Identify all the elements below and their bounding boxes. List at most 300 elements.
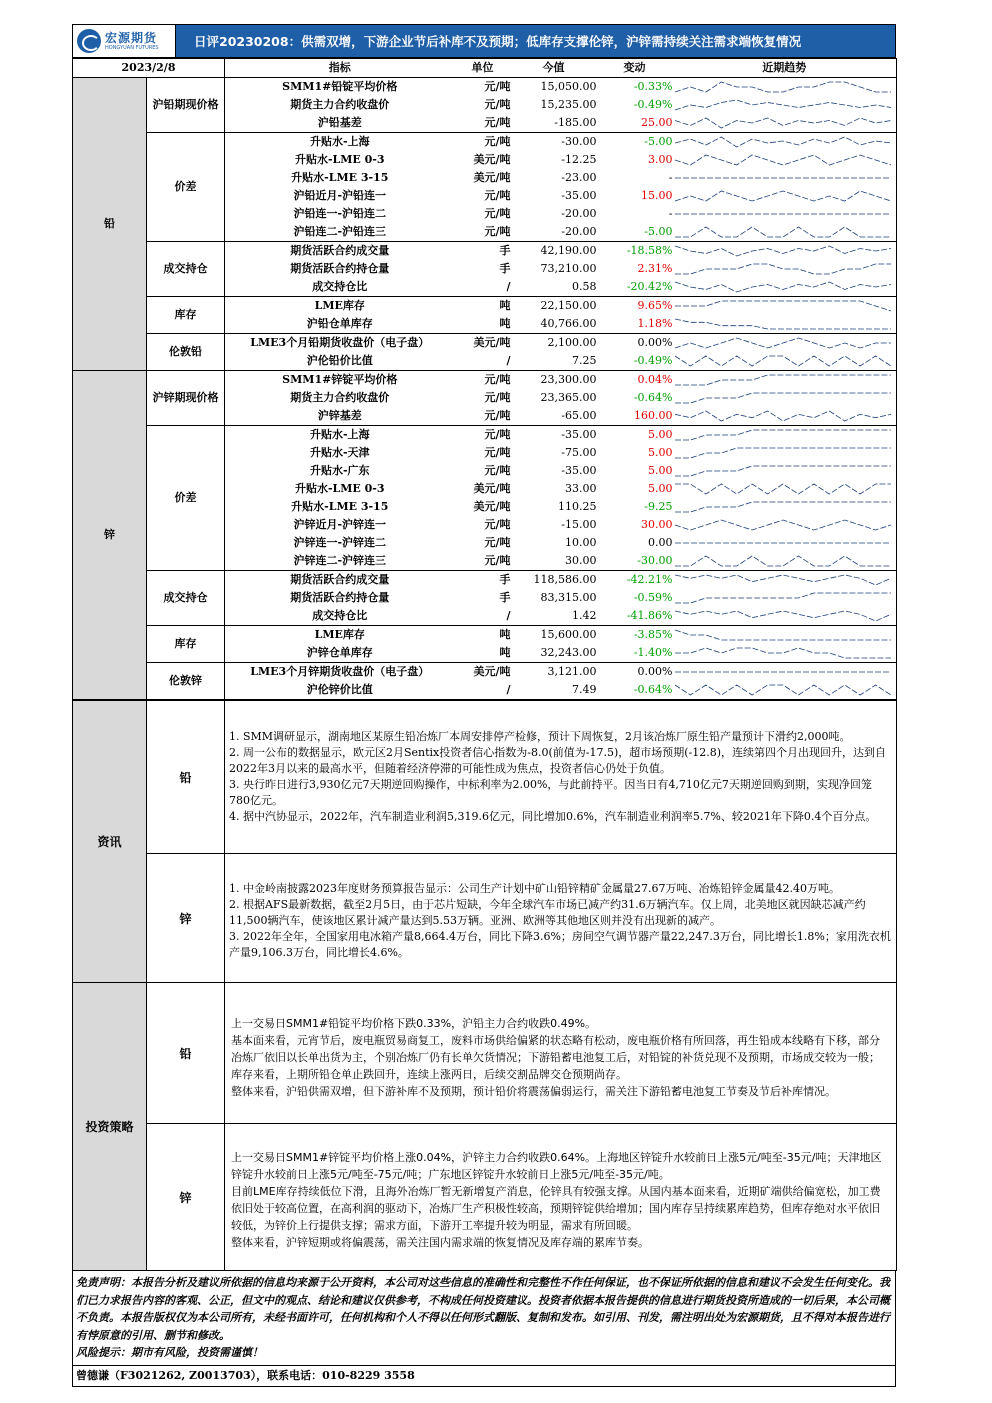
unit-cell: 吨 [455, 315, 511, 334]
indicator-label: 升贴水-LME 3-15 [291, 171, 389, 184]
unit-cell: 元/吨 [484, 80, 511, 93]
indicator-label: 期货活跃合约成交量 [290, 573, 390, 586]
col-indicator: 指标 [225, 59, 455, 78]
indicator-label: LME库存 [314, 628, 365, 641]
logo-text-en: HONGYUAN FUTURES [105, 44, 159, 51]
table-row [73, 426, 897, 445]
trend-sparkline [673, 133, 897, 152]
trend-sparkline [673, 462, 897, 480]
value-cell: 110.25 [558, 500, 597, 513]
change-cell: - [668, 171, 673, 184]
sparkline-svg [673, 372, 893, 388]
change-cell: -20.42% [597, 278, 673, 297]
value-cell: 23,365.00 [540, 391, 597, 404]
value-cell: 30.00 [511, 552, 597, 571]
paragraph: 基本面来看，元宵节后，废电瓶贸易商复工，废料市场供给偏紧的状态略有松动，废电瓶价格有所回落，再生铅成本线略有下移，部分冶炼厂依旧以长单出货为主，个别冶炼厂仍有长单欠货情况；下游铅蓄电池复工后，对铅锭的补货兑现不及预期，市场成交较为一般；库存来看，上期所铅仓单止跌回升，连续上涨两日，后续交割品牌交仓预期尚存。 [231, 1033, 880, 1081]
paragraph: 整体来看，沪铅供需双增，但下游补库不及预期，预计铅价将震荡偏弱运行，需关注下游铅蓄电池复工节奏及节后补库情况。 [231, 1084, 836, 1098]
trend-sparkline [673, 334, 897, 353]
sparkline-svg [673, 481, 893, 497]
value-cell: -35.00 [561, 464, 597, 477]
paragraph: 4. 据中汽协显示，2022年，汽车制造业利润5,319.6亿元，同比增加0.6%，汽车制造业利润率5.7%、较2021年下降0.4个百分点。 [229, 810, 877, 823]
sparkline-line [675, 556, 891, 566]
value-cell: 40,766.00 [511, 315, 597, 334]
sparkline-svg [673, 590, 893, 606]
unit-cell: 手 [499, 244, 511, 257]
table-row [73, 334, 897, 353]
news-table [72, 700, 897, 983]
sparkline-line [675, 393, 891, 403]
sparkline-line [675, 648, 891, 658]
unit-cell: 美元/吨 [473, 482, 511, 495]
report-page [72, 24, 896, 1387]
sparkline-line [675, 155, 891, 165]
sparkline-svg [673, 553, 893, 569]
table-row [73, 371, 897, 390]
change-cell: -0.49% [597, 352, 673, 371]
sparkline-svg [673, 608, 893, 624]
sparkline-svg [673, 115, 893, 131]
group-label: 成交持仓 [147, 571, 225, 626]
strategy-lead-label: 铅 [147, 983, 225, 1124]
indicator-label: 升贴水-LME 0-3 [294, 153, 385, 166]
value-cell: 32,243.00 [511, 644, 597, 663]
value-cell: 0.58 [511, 278, 597, 297]
unit-cell: 元/吨 [484, 428, 511, 441]
unit-cell: 元/吨 [455, 552, 511, 571]
change-cell: -0.64% [597, 681, 673, 700]
news-section-title: 资讯 [73, 701, 147, 983]
group-label: 沪铅期现价格 [147, 78, 225, 133]
group-label: 库存 [147, 626, 225, 663]
unit-cell: 美元/吨 [473, 500, 511, 513]
sparkline-line [675, 191, 891, 201]
table-row [73, 297, 897, 316]
trend-sparkline [673, 571, 897, 590]
value-cell: 2,100.00 [547, 336, 597, 349]
sparkline-svg [673, 79, 893, 95]
sparkline-line [675, 246, 891, 256]
sparkline-line [675, 430, 891, 440]
value-cell: -15.00 [561, 518, 597, 531]
change-cell: -1.40% [597, 644, 673, 663]
paragraph: 3. 央行昨日进行3,930亿元7天期逆回购操作，中标利率为2.00%，与此前持平。因当日有4,710亿元7天期逆回购到期，实现净回笼780亿元。 [229, 778, 872, 807]
news-lead-content [225, 701, 897, 854]
sparkline-svg [673, 682, 893, 698]
value-cell: -65.00 [511, 407, 597, 426]
sparkline-line [675, 282, 891, 292]
change-cell: -0.33% [633, 80, 673, 93]
section-label: 锌 [73, 371, 147, 700]
change-cell: -0.49% [633, 98, 673, 111]
sparkline-line [675, 301, 891, 311]
trend-sparkline [673, 223, 897, 242]
change-cell: 5.00 [648, 428, 673, 441]
unit-cell: 元/吨 [455, 407, 511, 426]
sparkline-svg [673, 316, 893, 332]
indicator-label: 沪铅连二-沪铅连三 [225, 223, 455, 242]
change-cell: -30.00 [597, 552, 673, 571]
indicator-label: 沪锌近月-沪锌连一 [293, 518, 387, 531]
sparkline-line [675, 137, 891, 147]
indicator-label: LME库存 [314, 299, 365, 312]
trend-sparkline [673, 315, 897, 334]
value-cell: -20.00 [511, 223, 597, 242]
sparkline-svg [673, 97, 893, 113]
paragraph: 3. 2022年全年，全国家用电冰箱产量8,664.4万台，同比下降3.6%；房间空气调节器产量22,247.3万台，同比增长1.8%；家用洗衣机产量9,106.3万台，同比增长4.6%。 [229, 930, 891, 959]
indicator-label: 沪伦铅价比值 [225, 352, 455, 371]
change-cell: -9.25 [644, 500, 673, 513]
paragraph: 上一交易日SMM1#锌锭平均价格上涨0.04%，沪锌主力合约收跌0.64%。上海地区锌锭升水较前日上涨5元/吨至-35元/吨；天津地区锌锭升水较前日上涨5元/吨至-75元/吨；广东地区锌锭升水较前日上涨5元/吨至-35元/吨。 [231, 1151, 882, 1181]
trend-sparkline [673, 352, 897, 371]
news-zinc-label: 锌 [147, 854, 225, 983]
report-title: 日评20230208：供需双增，下游企业节后补库不及预期；低库存支撑伦锌，沪锌需持续关注需求端恢复情况 [176, 25, 895, 57]
change-cell: - [668, 207, 673, 220]
col-value: 今值 [511, 59, 597, 78]
value-cell: -185.00 [511, 114, 597, 133]
change-cell: 15.00 [641, 189, 673, 202]
indicator-label: 升贴水-LME 3-15 [291, 500, 389, 513]
trend-sparkline [673, 626, 897, 645]
strategy-table [72, 983, 897, 1271]
trend-sparkline [673, 278, 897, 297]
unit-cell: 手 [499, 262, 511, 275]
unit-cell: 吨 [499, 628, 511, 641]
indicator-label: LME3个月锌期货收盘价（电子盘） [250, 665, 430, 678]
group-label: 沪锌期现价格 [147, 371, 225, 426]
indicator-label: 升贴水-上海 [309, 135, 370, 148]
unit-cell: / [455, 681, 511, 700]
value-cell: 15,600.00 [540, 628, 597, 641]
value-cell: -20.00 [561, 207, 597, 220]
unit-cell: 元/吨 [484, 373, 511, 386]
sparkline-svg [673, 445, 893, 461]
column-header-row [73, 59, 897, 78]
trend-sparkline [673, 371, 897, 390]
value-cell: 83,315.00 [540, 591, 597, 604]
unit-cell: 吨 [455, 644, 511, 663]
change-cell: 30.00 [641, 518, 673, 531]
change-cell: -42.21% [626, 573, 673, 586]
value-cell: 7.25 [511, 352, 597, 371]
unit-cell: 元/吨 [484, 464, 511, 477]
indicator-label: 期货活跃合约成交量 [290, 244, 390, 257]
value-cell: 33.00 [565, 482, 597, 495]
change-cell: -18.58% [626, 244, 673, 257]
sparkline-svg [673, 408, 893, 424]
sparkline-svg [673, 188, 893, 204]
value-cell: -12.25 [561, 153, 597, 166]
indicator-label: 沪铅仓单库存 [225, 315, 455, 334]
trend-sparkline [673, 242, 897, 261]
sparkline-svg [673, 499, 893, 515]
sparkline-line [675, 227, 891, 237]
indicator-label: SMM1#铅锭平均价格 [282, 80, 398, 93]
value-cell: 1.42 [511, 607, 597, 626]
unit-cell: / [455, 607, 511, 626]
logo-mark-icon [77, 29, 101, 53]
trend-sparkline [673, 644, 897, 663]
indicator-label: 沪铅基差 [225, 114, 455, 133]
sparkline-svg [673, 353, 893, 369]
sparkline-svg [673, 627, 893, 643]
unit-cell: 元/吨 [484, 189, 511, 202]
change-cell: -0.59% [633, 591, 673, 604]
strategy-zinc-label: 锌 [147, 1124, 225, 1271]
trend-sparkline [673, 444, 897, 462]
sparkline-line [675, 466, 891, 476]
trend-sparkline [673, 516, 897, 534]
paragraph: 1. 中金岭南披露2023年度财务预算报告显示：公司生产计划中矿山铅锌精矿金属量27.67万吨、冶炼铅锌金属量42.40万吨。 [229, 882, 840, 895]
unit-cell: 元/吨 [484, 391, 511, 404]
sparkline-svg [673, 645, 893, 661]
trend-sparkline [673, 589, 897, 607]
change-cell: 0.00 [648, 536, 673, 549]
value-cell: -75.00 [561, 446, 597, 459]
indicator-label: 沪伦锌价比值 [225, 681, 455, 700]
change-cell: -5.00 [597, 223, 673, 242]
change-cell: 9.65% [637, 299, 673, 312]
company-logo [73, 25, 176, 57]
sparkline-line [675, 630, 891, 640]
indicator-label: 期货主力合约收盘价 [290, 98, 390, 111]
value-cell: 118,586.00 [533, 573, 597, 586]
trend-sparkline [673, 78, 897, 97]
indicator-label: 沪铅连一-沪铅连二 [293, 207, 387, 220]
value-cell: -35.00 [561, 189, 597, 202]
change-cell: 3.00 [648, 153, 673, 166]
sparkline-svg [673, 664, 893, 680]
strategy-lead-content [225, 983, 897, 1124]
table-row [73, 78, 897, 97]
indicator-label: 沪锌连一-沪锌连二 [293, 536, 387, 549]
paragraph: 目前LME库存持续低位下滑，且海外冶炼厂暂无新增复产消息，伦锌具有较强支撑。从国内基本面来看，近期矿端供给偏宽松，加工费依旧处于较高位置，在高利润的驱动下，冶炼厂生产积极性较高，预期锌锭供给增加；国内库存呈持续累库趋势，但库存绝对水平依旧较低，为锌价上行提供支撑；需求方面，下游开工率提升较为明显，需求有所回暖。 [231, 1185, 881, 1232]
trend-sparkline [673, 205, 897, 223]
sparkline-svg [673, 152, 893, 168]
paragraph: 上一交易日SMM1#铅锭平均价格下跌0.33%，沪铅主力合约收跌0.49%。 [231, 1016, 597, 1030]
group-label: 成交持仓 [147, 242, 225, 297]
value-cell: -35.00 [561, 428, 597, 441]
paragraph: 1. SMM调研显示，湖南地区某原生铅冶炼厂本周安排停产检修，预计下周恢复，2月该冶炼厂原生铅产量预计下滑约2,000吨。 [229, 730, 851, 743]
report-header [72, 24, 896, 58]
group-label: 价差 [147, 133, 225, 242]
indicator-label: 升贴水-上海 [309, 428, 370, 441]
value-cell: 15,235.00 [540, 98, 597, 111]
section-label: 铅 [73, 78, 147, 371]
value-cell: 73,210.00 [540, 262, 597, 275]
value-cell: 42,190.00 [540, 244, 597, 257]
unit-cell: 美元/吨 [473, 665, 511, 678]
trend-sparkline [673, 534, 897, 552]
sparkline-svg [673, 170, 893, 186]
change-cell: 5.00 [648, 482, 673, 495]
col-change: 变动 [597, 59, 673, 78]
trend-sparkline [673, 96, 897, 114]
unit-cell: 吨 [499, 299, 511, 312]
indicator-label: 升贴水-天津 [309, 446, 370, 459]
trend-sparkline [673, 151, 897, 169]
trend-sparkline [673, 187, 897, 205]
strategy-zinc-content [225, 1124, 897, 1271]
sparkline-line [675, 264, 891, 274]
sparkline-svg [673, 134, 893, 150]
table-row [73, 626, 897, 645]
change-cell: 0.04% [637, 373, 673, 386]
change-cell: -5.00 [644, 135, 673, 148]
sparkline-line [675, 685, 891, 695]
analyst-contact: 曾德谦（F3021262, Z0013703），联系电话：010-8229 3558 [72, 1366, 896, 1387]
indicator-label: 升贴水-广东 [309, 464, 370, 477]
strategy-section-title: 投资策略 [73, 983, 147, 1271]
sparkline-line [675, 520, 891, 530]
report-date: 2023/2/8 [73, 59, 225, 78]
indicator-label: 期货活跃合约持仓量 [290, 591, 390, 604]
indicator-label: 升贴水-LME 0-3 [294, 482, 385, 495]
unit-cell: 手 [499, 573, 511, 586]
change-cell: 0.00% [637, 336, 673, 349]
col-unit: 单位 [455, 59, 511, 78]
sparkline-svg [673, 535, 893, 551]
indicator-label: 成交持仓比 [225, 607, 455, 626]
trend-sparkline [673, 552, 897, 571]
sparkline-line [675, 611, 891, 621]
unit-cell: 元/吨 [455, 223, 511, 242]
sparkline-svg [673, 206, 893, 222]
group-label: 伦敦铅 [147, 334, 225, 371]
unit-cell: / [455, 278, 511, 297]
indicator-label: 期货主力合约收盘价 [290, 391, 390, 404]
market-data-table [72, 58, 897, 700]
unit-cell: 手 [499, 591, 511, 604]
trend-sparkline [673, 681, 897, 700]
news-zinc-content [225, 854, 897, 983]
sparkline-line [675, 484, 891, 494]
logo-text-cn: 宏源期货 [105, 30, 158, 45]
sparkline-svg [673, 427, 893, 443]
indicator-label: 沪铅近月-沪铅连一 [293, 189, 387, 202]
unit-cell: 元/吨 [484, 135, 511, 148]
sparkline-svg [673, 224, 893, 240]
trend-sparkline [673, 407, 897, 426]
news-lead-label: 铅 [147, 701, 225, 854]
trend-sparkline [673, 607, 897, 626]
sparkline-line [675, 411, 891, 421]
sparkline-svg [673, 335, 893, 351]
change-cell: -0.64% [633, 391, 673, 404]
unit-cell: 元/吨 [484, 536, 511, 549]
risk-warning: 风险提示：期市有风险，投资需谨慎！ [76, 1346, 263, 1359]
value-cell: 22,150.00 [540, 299, 597, 312]
unit-cell: 元/吨 [484, 207, 511, 220]
sparkline-line [675, 356, 891, 366]
paragraph: 2. 根据AFS最新数据，截至2月5日，由于芯片短缺，今年全球汽车市场已减产约31.6万辆汽车。仅上周，北美地区就因缺芯减产约11,500辆汽车，使该地区累计减产量达到5.53万辆。亚洲、欧洲等其他地区则并没有出现新的减产。 [229, 898, 866, 927]
change-cell: 0.00% [637, 665, 673, 678]
trend-sparkline [673, 498, 897, 516]
indicator-label: LME3个月铅期货收盘价（电子盘） [250, 336, 430, 349]
indicator-label: 成交持仓比 [225, 278, 455, 297]
value-cell: 15,050.00 [540, 80, 597, 93]
unit-cell: 元/吨 [484, 98, 511, 111]
col-trend: 近期趋势 [673, 59, 897, 78]
trend-sparkline [673, 169, 897, 187]
sparkline-line [675, 319, 891, 329]
trend-sparkline [673, 480, 897, 498]
value-cell: 23,300.00 [540, 373, 597, 386]
sparkline-line [675, 338, 891, 348]
unit-cell: 美元/吨 [473, 171, 511, 184]
paragraph: 整体来看，沪锌短期或将偏震荡，需关注国内需求端的恢复情况及库存端的累库节奏。 [231, 1236, 649, 1249]
change-cell: -41.86% [597, 607, 673, 626]
indicator-label: 期货活跃合约持仓量 [290, 262, 390, 275]
sparkline-svg [673, 243, 893, 259]
indicator-label: 沪锌基差 [225, 407, 455, 426]
sparkline-line [675, 502, 891, 512]
sparkline-line [675, 100, 891, 110]
unit-cell: 元/吨 [455, 114, 511, 133]
value-cell: 7.49 [511, 681, 597, 700]
change-cell: 1.18% [597, 315, 673, 334]
unit-cell: 美元/吨 [473, 153, 511, 166]
sparkline-line [675, 118, 891, 128]
value-cell: -23.00 [561, 171, 597, 184]
sparkline-svg [673, 572, 893, 588]
indicator-label: 沪锌连二-沪锌连三 [225, 552, 455, 571]
unit-cell: / [455, 352, 511, 371]
change-cell: 2.31% [637, 262, 673, 275]
group-label: 价差 [147, 426, 225, 571]
sparkline-svg [673, 517, 893, 533]
trend-sparkline [673, 114, 897, 133]
change-cell: 160.00 [597, 407, 673, 426]
trend-sparkline [673, 389, 897, 407]
table-row [73, 663, 897, 682]
sparkline-line [675, 448, 891, 458]
group-label: 库存 [147, 297, 225, 334]
sparkline-line [675, 375, 891, 385]
sparkline-line [675, 82, 891, 92]
trend-sparkline [673, 663, 897, 682]
unit-cell: 美元/吨 [473, 336, 511, 349]
change-cell: 5.00 [648, 464, 673, 477]
disclaimer-text: 免责声明：本报告分析及建议所依据的信息均来源于公开资料，本公司对这些信息的准确性和完整性不作任何保证，也不保证所依据的信息和建议不会发生任何变化。我们已力求报告内容的客观、公正，但文中的观点、结论和建议仅供参考，不构成任何投资建议。投资者依据本报告提供的信息进行期货投资所造成的一切后果，本公司概不负责。本报告版权仅为本公司所有，未经书面许可，任何机构和个人不得以任何形式翻版、复制和发布。如引用、刊发，需注明出处为宏源期货，且不得对本报告进行有悖原意的引用、删节和修改。 [76, 1276, 890, 1342]
unit-cell: 元/吨 [484, 446, 511, 459]
sparkline-svg [673, 390, 893, 406]
indicator-label: SMM1#锌锭平均价格 [282, 373, 398, 386]
disclaimer [72, 1271, 896, 1366]
paragraph: 2. 周一公布的数据显示，欧元区2月Sentix投资者信心指数为-8.0(前值为-17.5)，超市场预期(-12.8)，连续第四个月出现回升，达到自2022年3月以来的最高水平，但随着经济停滞的可能性成为焦点，投资者信心仍处于负值。 [229, 746, 887, 775]
value-cell: 3,121.00 [547, 665, 597, 678]
sparkline-line [675, 593, 891, 603]
table-row [73, 242, 897, 261]
sparkline-svg [673, 261, 893, 277]
change-cell: -3.85% [633, 628, 673, 641]
change-cell: 25.00 [597, 114, 673, 133]
trend-sparkline [673, 426, 897, 445]
trend-sparkline [673, 260, 897, 278]
sparkline-line [675, 575, 891, 585]
value-cell: 10.00 [565, 536, 597, 549]
change-cell: 5.00 [648, 446, 673, 459]
trend-sparkline [673, 297, 897, 316]
indicator-label: 沪锌仓单库存 [225, 644, 455, 663]
unit-cell: 元/吨 [484, 518, 511, 531]
sparkline-svg [673, 298, 893, 314]
table-row [73, 133, 897, 152]
value-cell: -30.00 [561, 135, 597, 148]
sparkline-svg [673, 279, 893, 295]
table-row [73, 571, 897, 590]
sparkline-svg [673, 463, 893, 479]
group-label: 伦敦锌 [147, 663, 225, 700]
